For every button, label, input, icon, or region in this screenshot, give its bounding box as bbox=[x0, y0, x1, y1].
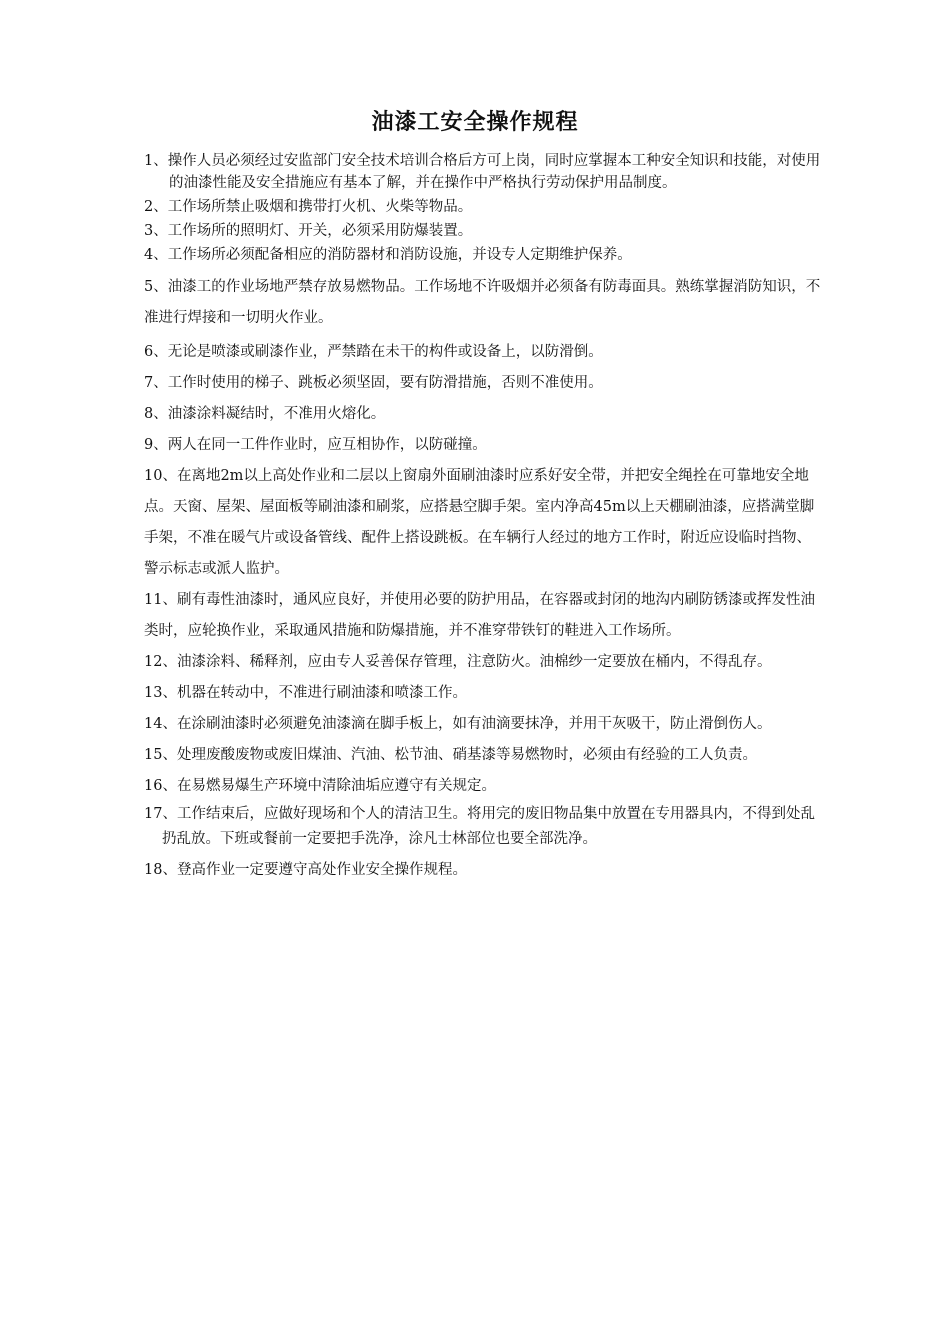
rule-item-14: 14、在涂刷油漆时必须避免油漆滴在脚手板上，如有油滴要抹净，并用干灰吸干，防止滑倒伤人。 bbox=[144, 716, 772, 732]
rule-item-1: 1、操作人员必须经过安监部门安全技术培训合格后方可上岗，同时应掌握本工种安全知识和技能，对使用的油漆性能及安全措施应有基本了解，并在操作中严格执行劳动保护用品制度。 bbox=[144, 153, 821, 191]
rule-item-18: 18、登高作业一定要遵守高处作业安全操作规程。 bbox=[144, 862, 467, 878]
rule-item-12: 12、油漆涂料、稀释剂，应由专人妥善保存管理，注意防火。油棉纱一定要放在桶内，不得乱存。 bbox=[144, 654, 772, 670]
rule-item-15: 15、处理废酸废物或废旧煤油、汽油、松节油、硝基漆等易燃物时，必须由有经验的工人负责。 bbox=[144, 747, 757, 763]
rule-item-6: 6、无论是喷漆或刷漆作业，严禁踏在未干的构件或设备上，以防滑倒。 bbox=[144, 344, 603, 360]
rule-item-2: 2、工作场所禁止吸烟和携带打火机、火柴等物品。 bbox=[144, 199, 473, 215]
rule-item-13: 13、机器在转动中，不准进行刷油漆和喷漆工作。 bbox=[144, 685, 467, 701]
rule-item-5: 5、油漆工的作业场地严禁存放易燃物品。工作场地不许吸烟并必须备有防毒面具。熟练掌握消防知识，不准进行焊接和一切明火作业。 bbox=[144, 279, 821, 326]
page-title: 油漆工安全操作规程 bbox=[371, 109, 579, 135]
rule-item-11: 11、刷有毒性油漆时，通风应良好，并使用必要的防护用品，在容器或封闭的地沟内刷防锈漆或挥发性油类时，应轮换作业，采取通风措施和防爆措施，并不准穿带铁钉的鞋进入工作场所。 bbox=[144, 592, 815, 639]
rule-item-16: 16、在易燃易爆生产环境中清除油垢应遵守有关规定。 bbox=[144, 778, 496, 794]
rules-list bbox=[144, 150, 824, 886]
rule-item-4: 4、工作场所必须配备相应的消防器材和消防设施，并设专人定期维护保养。 bbox=[144, 247, 632, 263]
rule-item-7: 7、工作时使用的梯子、跳板必须坚固，要有防滑措施，否则不准使用。 bbox=[144, 375, 603, 391]
rule-item-10: 10、在离地2m以上高处作业和二层以上窗扇外面刷油漆时应系好安全带，并把安全绳拴在可靠地安全地点。天窗、屋架、屋面板等刷油漆和刷浆，应搭悬空脚手架。室内净高45m以上天棚刷油漆，应搭满堂脚手架，不准在暖气片或设备管线、配件上搭设跳板。在车辆行人经过的地方工作时，附近应设临时挡物、警示标志或派人监护。 bbox=[144, 468, 815, 577]
rule-item-3: 3、工作场所的照明灯、开关，必须采用防爆装置。 bbox=[144, 223, 473, 239]
rule-item-17: 17、工作结束后，应做好现场和个人的清洁卫生。将用完的废旧物品集中放置在专用器具内，不得到处乱扔乱放。下班或餐前一定要把手洗净，涂凡士林部位也要全部洗净。 bbox=[144, 806, 815, 847]
rule-item-8: 8、油漆涂料凝结时，不准用火熔化。 bbox=[144, 406, 386, 422]
rule-item-9: 9、两人在同一工件作业时，应互相协作，以防碰撞。 bbox=[144, 437, 487, 453]
